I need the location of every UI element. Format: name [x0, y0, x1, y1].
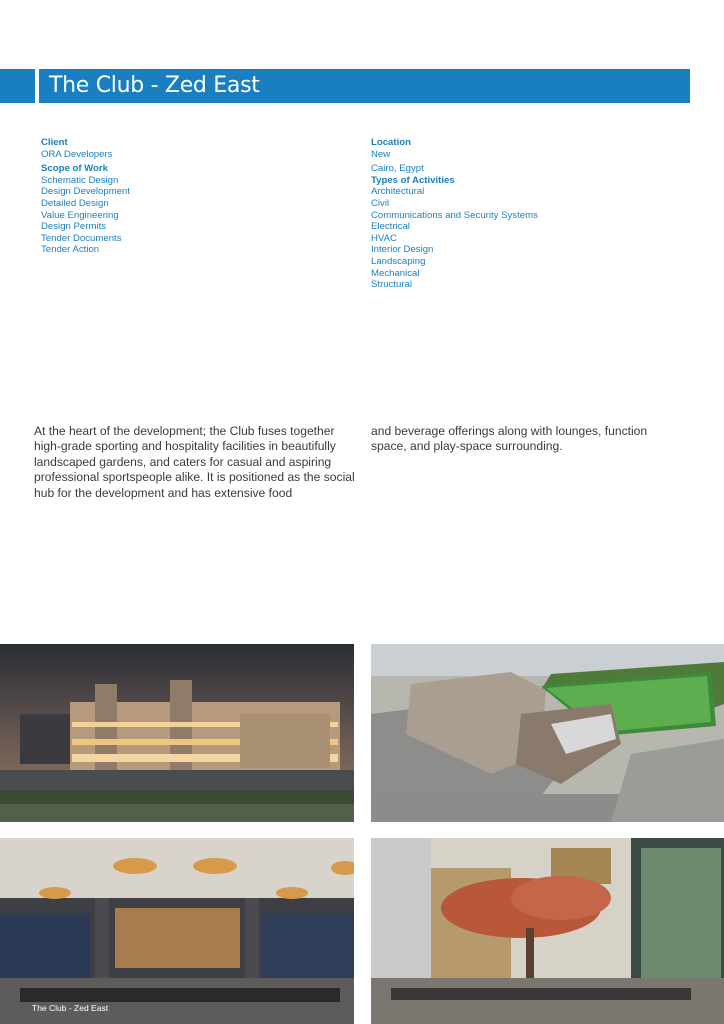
scope-item: Design Permits — [41, 221, 107, 233]
scope-item: Schematic Design — [41, 174, 119, 186]
location-status: New — [371, 148, 391, 160]
activity-item: Communications and Security Systems — [371, 209, 538, 221]
title-bar — [39, 69, 690, 103]
scope-item: Tender Action — [41, 244, 100, 256]
activity-item: Civil — [371, 197, 390, 209]
header-accent-block — [0, 69, 35, 103]
activities-label: Types of Activities — [371, 174, 455, 186]
description-left: At the heart of the development; the Club fuses together high-grade sporting and hospitality facilities in beautifully landscaped gardens, and caters for casual and aspiring professional sportspeople alike. It is positioned as the social hub for the development and has extensive food — [34, 424, 355, 500]
activity-item: Structural — [371, 279, 413, 291]
activity-item: Architectural — [371, 186, 425, 198]
client-value: ORA Developers — [41, 148, 113, 160]
project-info-left — [41, 137, 341, 256]
activity-item: HVAC — [371, 232, 397, 244]
gallery-caption: The Club - Zed East — [32, 1003, 109, 1013]
project-info-right — [371, 137, 691, 291]
client-label: Client — [41, 137, 68, 148]
activity-item: Interior Design — [371, 244, 434, 256]
location-city: Cairo, Egypt — [371, 163, 424, 175]
scope-item: Design Development — [41, 186, 131, 198]
scope-item: Detailed Design — [41, 197, 109, 209]
aerial-render — [371, 644, 724, 822]
scope-item: Value Engineering — [41, 209, 119, 221]
description-right: and beverage offerings along with lounges, function space, and play-space surrounding. — [371, 424, 648, 454]
dining-hall-render — [0, 838, 354, 1024]
scope-item: Tender Documents — [41, 232, 122, 244]
location-label: Location — [371, 137, 411, 148]
scope-label: Scope of Work — [41, 163, 108, 175]
page-title: The Club - Zed East — [49, 73, 260, 98]
activity-item: Landscaping — [371, 255, 426, 267]
activity-item: Mechanical — [371, 267, 420, 279]
activity-item: Electrical — [371, 221, 410, 233]
exterior-night-render — [0, 644, 354, 822]
lounge-render — [371, 838, 724, 1024]
